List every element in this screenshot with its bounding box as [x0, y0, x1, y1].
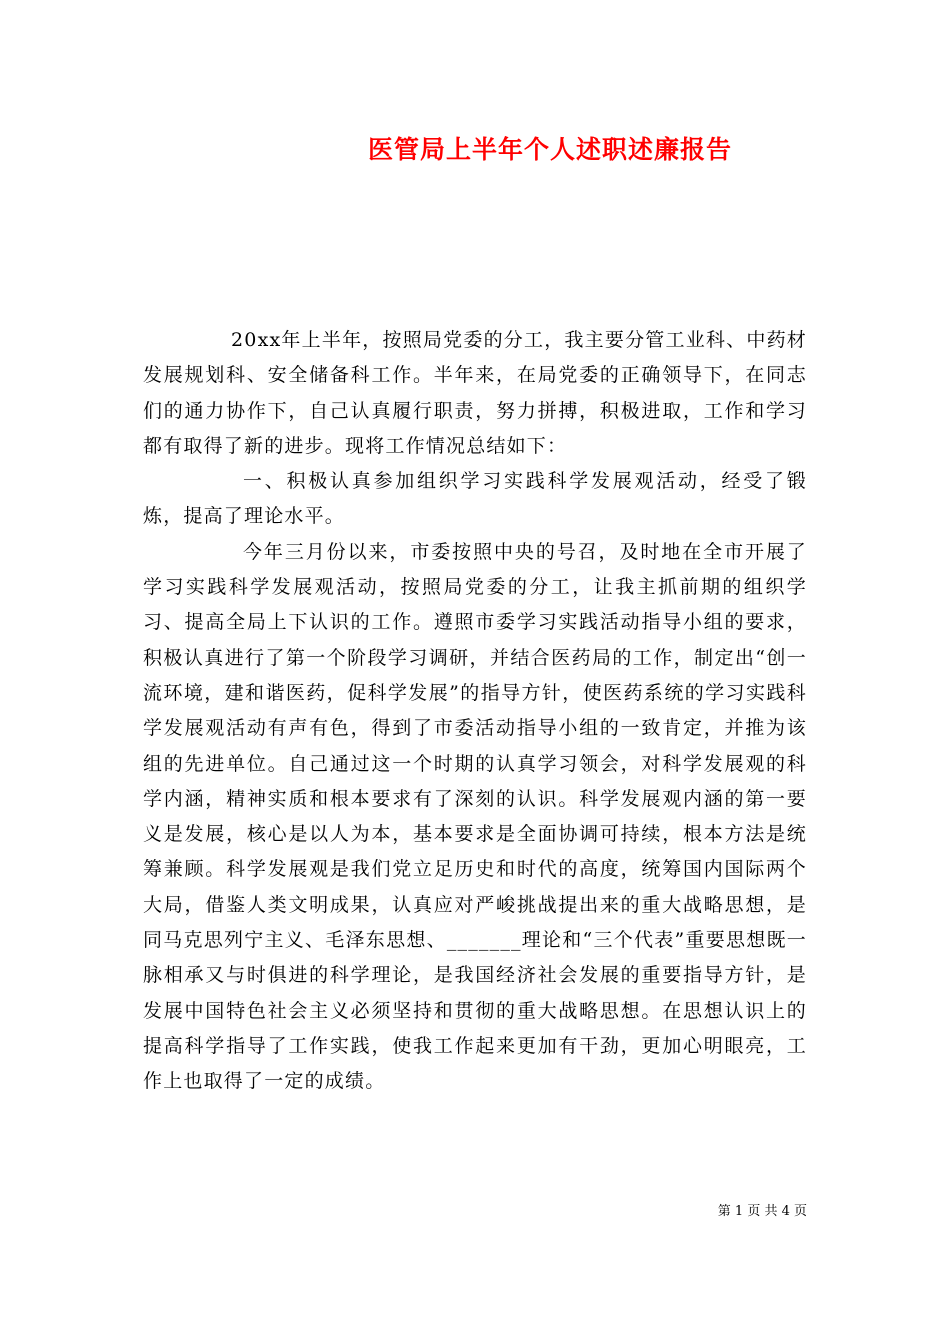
paragraph-intro: 20xx年上半年，按照局党委的分工，我主要分管工业科、中药材发展规划科、安全储备科工作。半年来，在局党委的正确领导下，在同志们的通力协作下，自己认真履行职责，努力拼搏，积极进取，工作和学习都有取得了新的进步。现将工作情况总结如下：: [143, 329, 807, 457]
document-body: [143, 323, 807, 1100]
section-heading-1: 一、积极认真参加组织学习实践科学发展观活动，经受了锻炼，提高了理论水平。: [143, 470, 807, 528]
document-title: 医管局上半年个人述职述廉报告: [367, 135, 732, 164]
page-number: 第 1 页 共 4 页: [717, 1204, 807, 1219]
paragraph-section-1: 今年三月份以来，市委按照中央的号召，及时地在全市开展了学习实践科学发展观活动，按照局党委的分工，让我主抓前期的组织学习、提高全局上下认识的工作。遵照市委学习实践活动指导小组的要求，积极认真进行了第一个阶段学习调研，并结合医药局的工作，制定出“创一流环境，建和谐医药，促科学发展”的指导方针，使医药系统的学习实践科学发展观活动有声有色，得到了市委活动指导小组的一致肯定，并推为该组的先进单位。自己通过这一个时期的认真学习领会，对科学发展观的科学内涵，精神实质和根本要求有了深刻的认识。科学发展观内涵的第一要义是发展，核心是以人为本，基本要求是全面协调可持续，根本方法是统筹兼顾。科学发展观是我们党立足历史和时代的高度，统筹国内国际两个大局，借鉴人类文明成果，认真应对严峻挑战提出来的重大战略思想，是同马克思列宁主义、毛泽东思想、_______理论和“三个代表”重要思想既一脉相承又与时俱进的科学理论，是我国经济社会发展的重要指导方针，是发展中国特色社会主义必须坚持和贯彻的重大战略思想。在思想认识上的提高科学指导了工作实践，使我工作起来更加有干劲，更加心明眼亮，工作上也取得了一定的成绩。: [143, 540, 807, 1093]
